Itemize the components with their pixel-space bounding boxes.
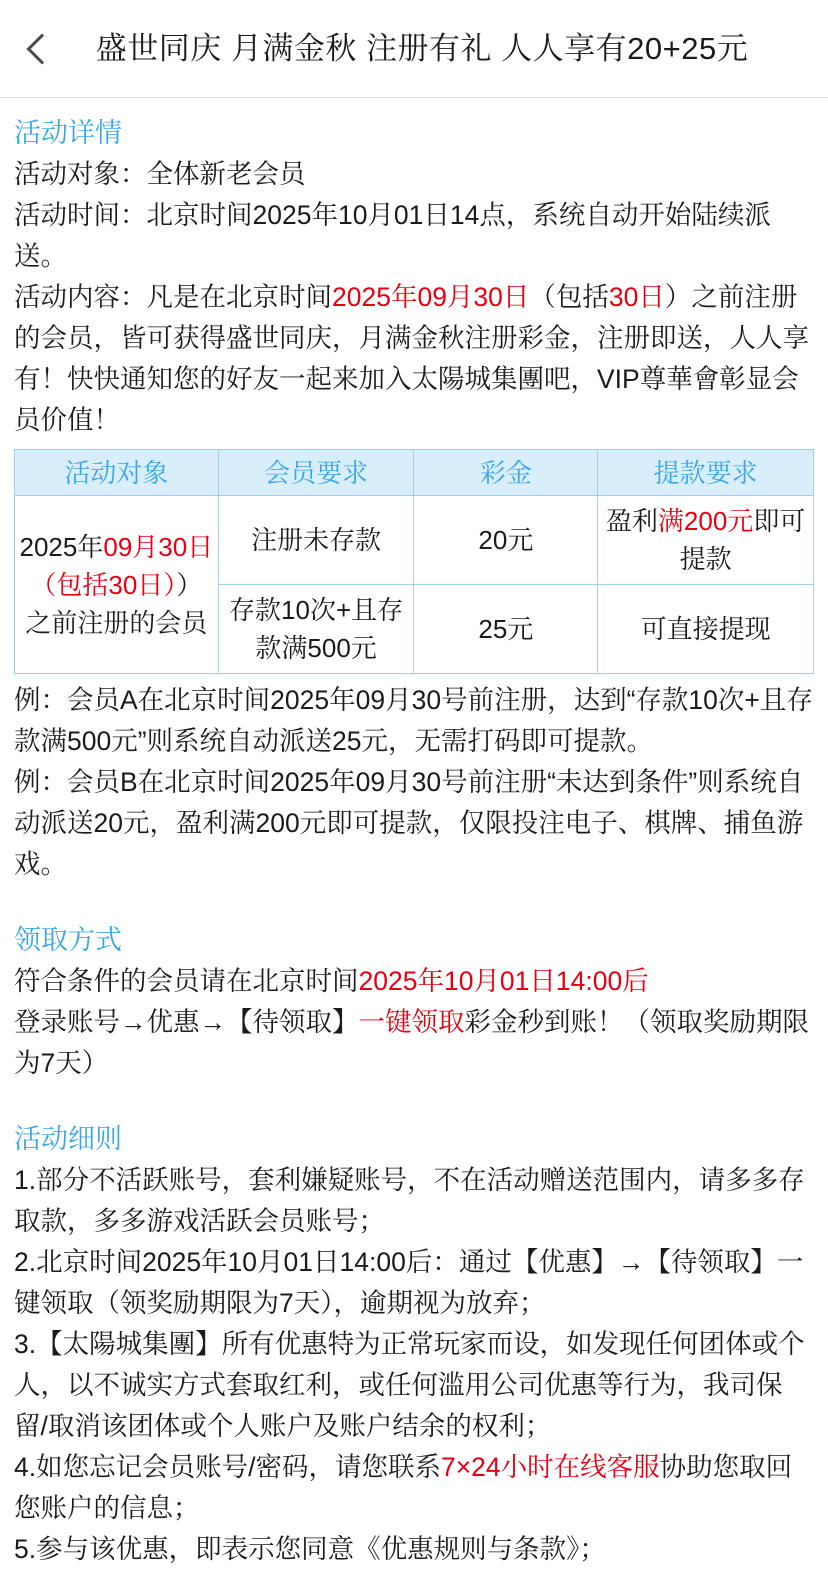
table-header-bonus: 彩金: [414, 450, 598, 496]
rule-item-1: 1.部分不活跃账号，套利嫌疑账号，不在活动赠送范围内，请多多存取款，多多游戏活跃会员账号；: [14, 1165, 805, 1236]
target-pre: 2025年: [19, 531, 104, 562]
claim-line1-red: 2025年10月01日14:00后: [358, 966, 649, 996]
rule4-post: 协助您取回您账户的信息；: [14, 1452, 793, 1523]
activity-target-value: 全体新老会员: [146, 159, 306, 189]
rule4-red: 7×24小时在线客服: [440, 1452, 660, 1482]
table-cell-withdraw-1: [598, 496, 814, 585]
page-content: [0, 98, 828, 1570]
activity-content-line: [14, 277, 814, 441]
example-line-2: 例：会员B在北京时间2025年09月30号前注册“未达到条件”则系统自动派送20元，盈利满200元即可提款，仅限投注电子、棋牌、捕鱼游戏。: [14, 767, 804, 879]
activity-target-line: [14, 154, 814, 195]
withdraw-post: 即可提款: [679, 506, 806, 574]
target-paren: ）: [163, 569, 177, 600]
target-red-day: 30日: [108, 569, 164, 600]
rule-item-2: 2.北京时间2025年10月01日14:00后：通过【优惠】→【待领取】一键领取（领奖励期限为7天），逾期视为放弃；: [14, 1247, 804, 1318]
table-cell-withdraw-2: 可直接提现: [598, 585, 814, 674]
section-title-rules: 活动细则: [14, 1124, 122, 1154]
rule-item-5: 5.参与该优惠，即表示您同意《优惠规则与条款》；: [14, 1534, 606, 1564]
activity-content-highlight-day: 30日: [608, 282, 665, 312]
rule4-pre: 4.如您忘记会员账号/密码，请您联系: [14, 1452, 441, 1482]
page-header: [0, 0, 828, 98]
activity-time-label: 活动时间：: [14, 200, 147, 230]
table-cell-bonus-2: 25元: [414, 585, 598, 674]
back-button[interactable]: [10, 0, 66, 98]
activity-content-part2: （包括: [529, 282, 609, 312]
activity-content-label: 活动内容：: [14, 282, 147, 312]
table-cell-requirement-1: 注册未存款: [218, 496, 414, 585]
rule-item-3: 3.【太陽城集團】所有优惠特为正常玩家而设，如发现任何团体或个人，以不诚实方式套取红利，或任何滥用公司优惠等行为，我司保留/取消该团体或个人账户及账户结余的权利；: [14, 1329, 805, 1441]
table-header-row: [15, 450, 814, 496]
target-post: ）之前注册的会员: [25, 569, 208, 638]
withdraw-red: 满200元: [657, 506, 754, 536]
table-row: [15, 496, 814, 585]
rule-item-4: [14, 1447, 814, 1529]
table-header-withdraw: 提款要求: [598, 450, 814, 496]
claim-line2-red: 一键领取: [358, 1007, 465, 1037]
claim-line-1: [14, 961, 814, 1002]
activity-content-part3: ）之前注册的会员，皆可获得盛世同庆，月满金秋注册彩金，注册即送，人人享有！快快通知您的好友一起来加入太陽城集團吧，VIP尊華會彰显会员价值！: [14, 282, 809, 435]
target-red-date: 09月30日: [103, 531, 214, 562]
withdraw-pre: 盈利: [605, 506, 658, 536]
claim-line-2: [14, 1002, 814, 1084]
chevron-left-icon: [26, 33, 57, 64]
activity-target-label: 活动对象：: [14, 159, 147, 189]
activity-content-part1: 凡是在北京时间: [146, 282, 332, 312]
section-title-claim: 领取方式: [14, 925, 122, 955]
promo-table: [14, 449, 814, 674]
table-header-requirement: 会员要求: [218, 450, 414, 496]
claim-line2-pre: 登录账号→优惠→【待领取】: [14, 1007, 359, 1037]
claim-line1-pre: 符合条件的会员请在北京时间: [14, 966, 359, 996]
target-mid: （包括: [30, 569, 109, 600]
table-cell-bonus-1: 20元: [414, 496, 598, 585]
claim-line2-post: 彩金秒到账！（领取奖励期限为7天）: [14, 1007, 809, 1078]
activity-time-value: 北京时间2025年10月01日14点，系统自动开始陆续派送。: [14, 200, 771, 271]
example-line-1: 例：会员A在北京时间2025年09月30号前注册，达到“存款10次+且存款满500元”则系统自动派送25元，无需打码即可提款。: [14, 685, 813, 756]
activity-time-line: [14, 195, 814, 277]
section-title-detail: 活动详情: [14, 118, 122, 148]
table-cell-target: [15, 496, 219, 674]
activity-content-highlight-date: 2025年09月30日: [332, 282, 530, 312]
table-header-target: 活动对象: [15, 450, 219, 496]
page-title: 盛世同庆 月满金秋 注册有礼 人人享有20+25元: [95, 30, 749, 66]
table-cell-requirement-2: 存款10次+且存款满500元: [218, 585, 414, 674]
